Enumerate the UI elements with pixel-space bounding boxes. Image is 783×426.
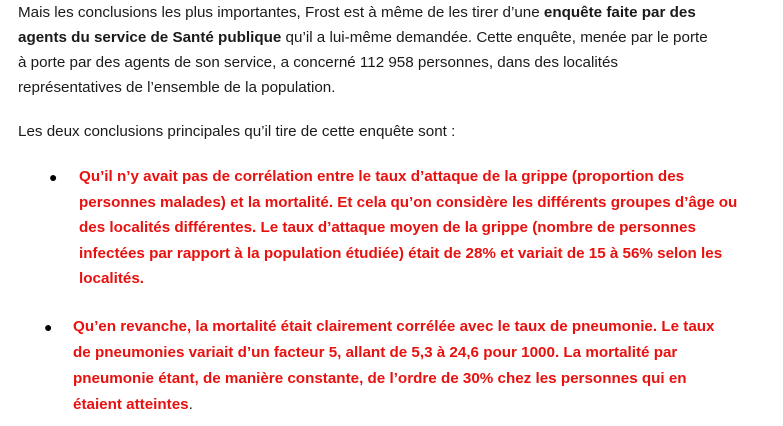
bold-emphasis: enquête faite par des xyxy=(543,4,696,21)
intro-paragraph xyxy=(18,0,778,100)
bullet-2-line: Qu’en revanche, la mortalité était clairement corrélée avec le taux de pneumonie. Le taux xyxy=(73,318,715,335)
bullet-1-line: Qu’il n’y avait pas de corrélation entre le taux d’attaque de la grippe (proportion des xyxy=(79,168,685,185)
bold-emphasis: agents du service de Santé publique xyxy=(18,29,282,46)
bullet-text-2 xyxy=(73,314,715,418)
bullet-1-line: localités. xyxy=(79,270,144,287)
intro-line-2: agents du service de Santé publique qu’il a lui-même demandée. Cette enquête, menée par le porte xyxy=(18,29,708,46)
intro-line-4: représentatives de l’ensemble de la population. xyxy=(18,79,336,96)
bullet-1-line: infectées par rapport à la population étudiée) était de 28% et variait de 15 à 56% selon les xyxy=(79,244,723,262)
bullet-text-1 xyxy=(79,164,737,292)
bullet-1-line: des localités différentes. Le taux d’attaque moyen de la grippe (nombre de personnes xyxy=(79,219,696,236)
intro-line-1: Mais les conclusions les plus importantes, Frost est à même de les tirer d’une enquête faite par des xyxy=(18,4,696,21)
bullet-2-line: pneumonie étant, de manière constante, de l’ordre de 30% chez les personnes qui en xyxy=(73,370,687,387)
intro-line-3: à porte par des agents de son service, a concerné 112 958 personnes, dans des localités xyxy=(18,54,619,71)
bullet-dot-icon: ● xyxy=(49,169,58,185)
bullet-2-line: étaient atteintes. xyxy=(73,396,193,413)
conclusions-intro-paragraph xyxy=(18,119,778,144)
conclusions-intro-line: Les deux conclusions principales qu’il tire de cette enquête sont : xyxy=(18,123,456,140)
bullet-1-line: personnes malades) et la mortalité. Et cela qu’on considère les différents groupes d’âge ou xyxy=(79,193,738,211)
bullet-2-line: de pneumonies variait d’un facteur 5, allant de 5,3 à 24,6 pour 1000. La mortalité par xyxy=(73,344,678,361)
trailing-period: . xyxy=(188,396,193,413)
bullet-dot-icon: ● xyxy=(44,319,53,335)
